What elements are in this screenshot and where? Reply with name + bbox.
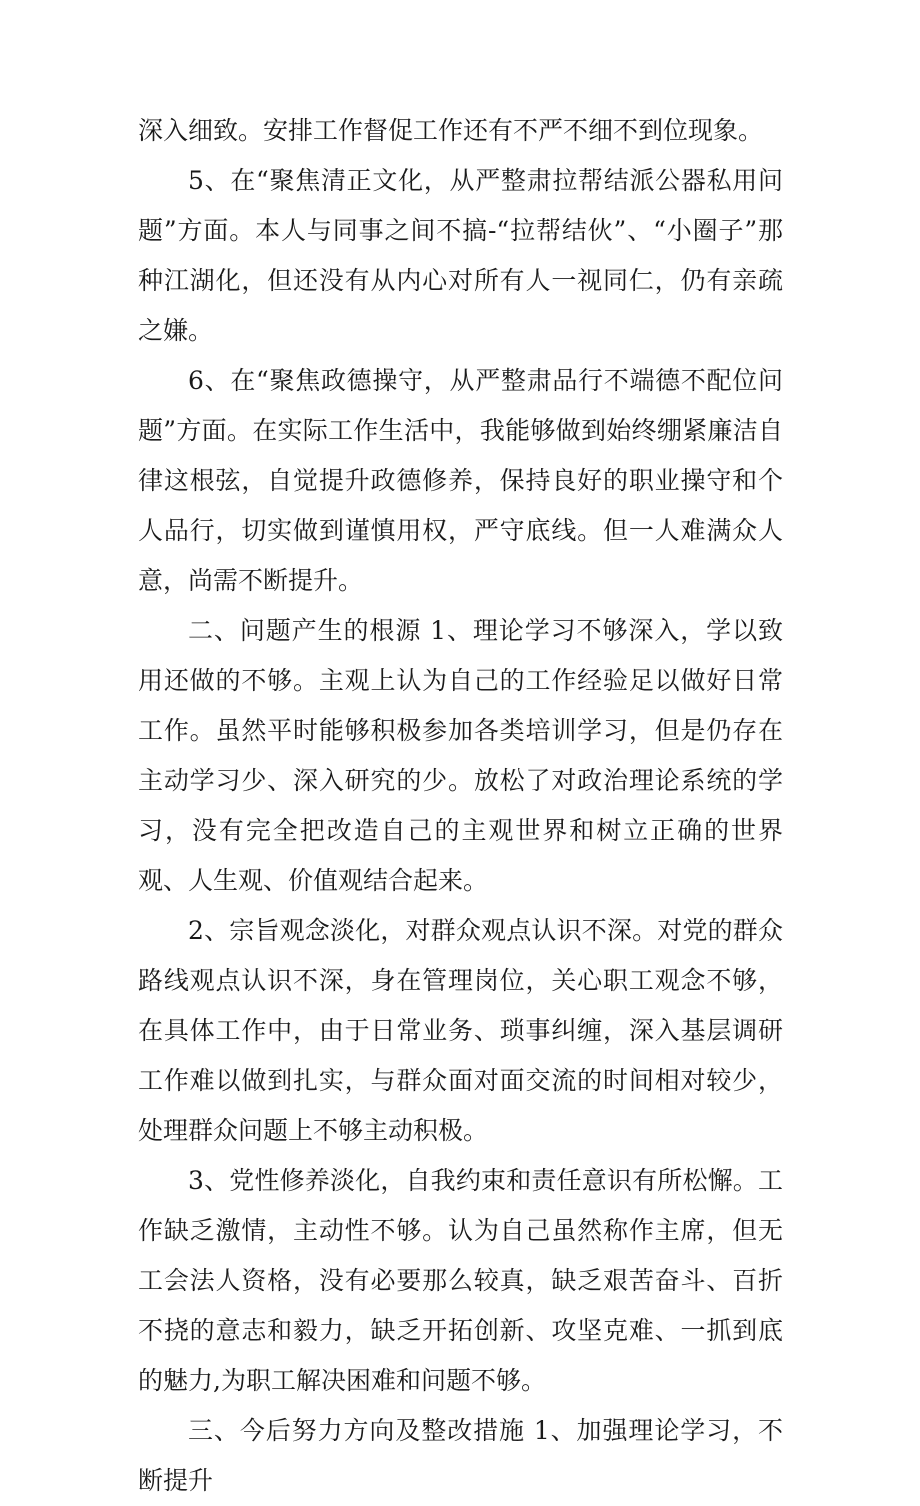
paragraph-item-5: 5、在“聚焦清正文化，从严整肃拉帮结派公器私用问题”方面。本人与同事之间不搞-“拉帮结伙”、“小圈子”那种江湖化，但还没有从内心对所有人一视同仁，仍有亲疏之嫌。 bbox=[138, 166, 783, 345]
paragraph-item-6: 6、在“聚焦政德操守，从严整肃品行不端德不配位问题”方面。在实际工作生活中，我能够做到始终绷紧廉洁自律这根弦，自觉提升政德修养，保持良好的职业操守和个人品行，切实做到谨慎用权，严守底线。但一人难满众人意，尚需不断提升。 bbox=[138, 366, 783, 595]
paragraph-section-2-root-causes: 二、问题产生的根源 1、理论学习不够深入，学以致用还做的不够。主观上认为自己的工作经验足以做好日常工作。虽然平时能够积极参加各类培训学习，但是仍存在主动学习少、深入研究的少。放松了对政治理论系统的学习，没有完全把改造自己的主观世界和树立正确的世界观、人生观、价值观结合起来。 bbox=[138, 616, 783, 895]
paragraph-section-3-measures: 三、今后努力方向及整改措施 1、加强理论学习，不断提升 bbox=[138, 1416, 783, 1495]
document-body bbox=[138, 106, 783, 1506]
paragraph-continuation: 深入细致。安排工作督促工作还有不严不细不到位现象。 bbox=[138, 116, 764, 145]
paragraph-cause-2: 2、宗旨观念淡化，对群众观点认识不深。对党的群众路线观点认识不深，身在管理岗位，关心职工观念不够，在具体工作中，由于日常业务、琐事纠缠，深入基层调研工作难以做到扎实，与群众面对面交流的时间相对较少，处理群众问题上不够主动积极。 bbox=[138, 916, 783, 1145]
paragraph-cause-3: 3、党性修养淡化，自我约束和责任意识有所松懈。工作缺乏激情，主动性不够。认为自己虽然称作主席，但无工会法人资格，没有必要那么较真，缺乏艰苦奋斗、百折不挠的意志和毅力，缺乏开拓创新、攻坚克难、一抓到底的魅力,为职工解决困难和问题不够。 bbox=[138, 1166, 783, 1395]
